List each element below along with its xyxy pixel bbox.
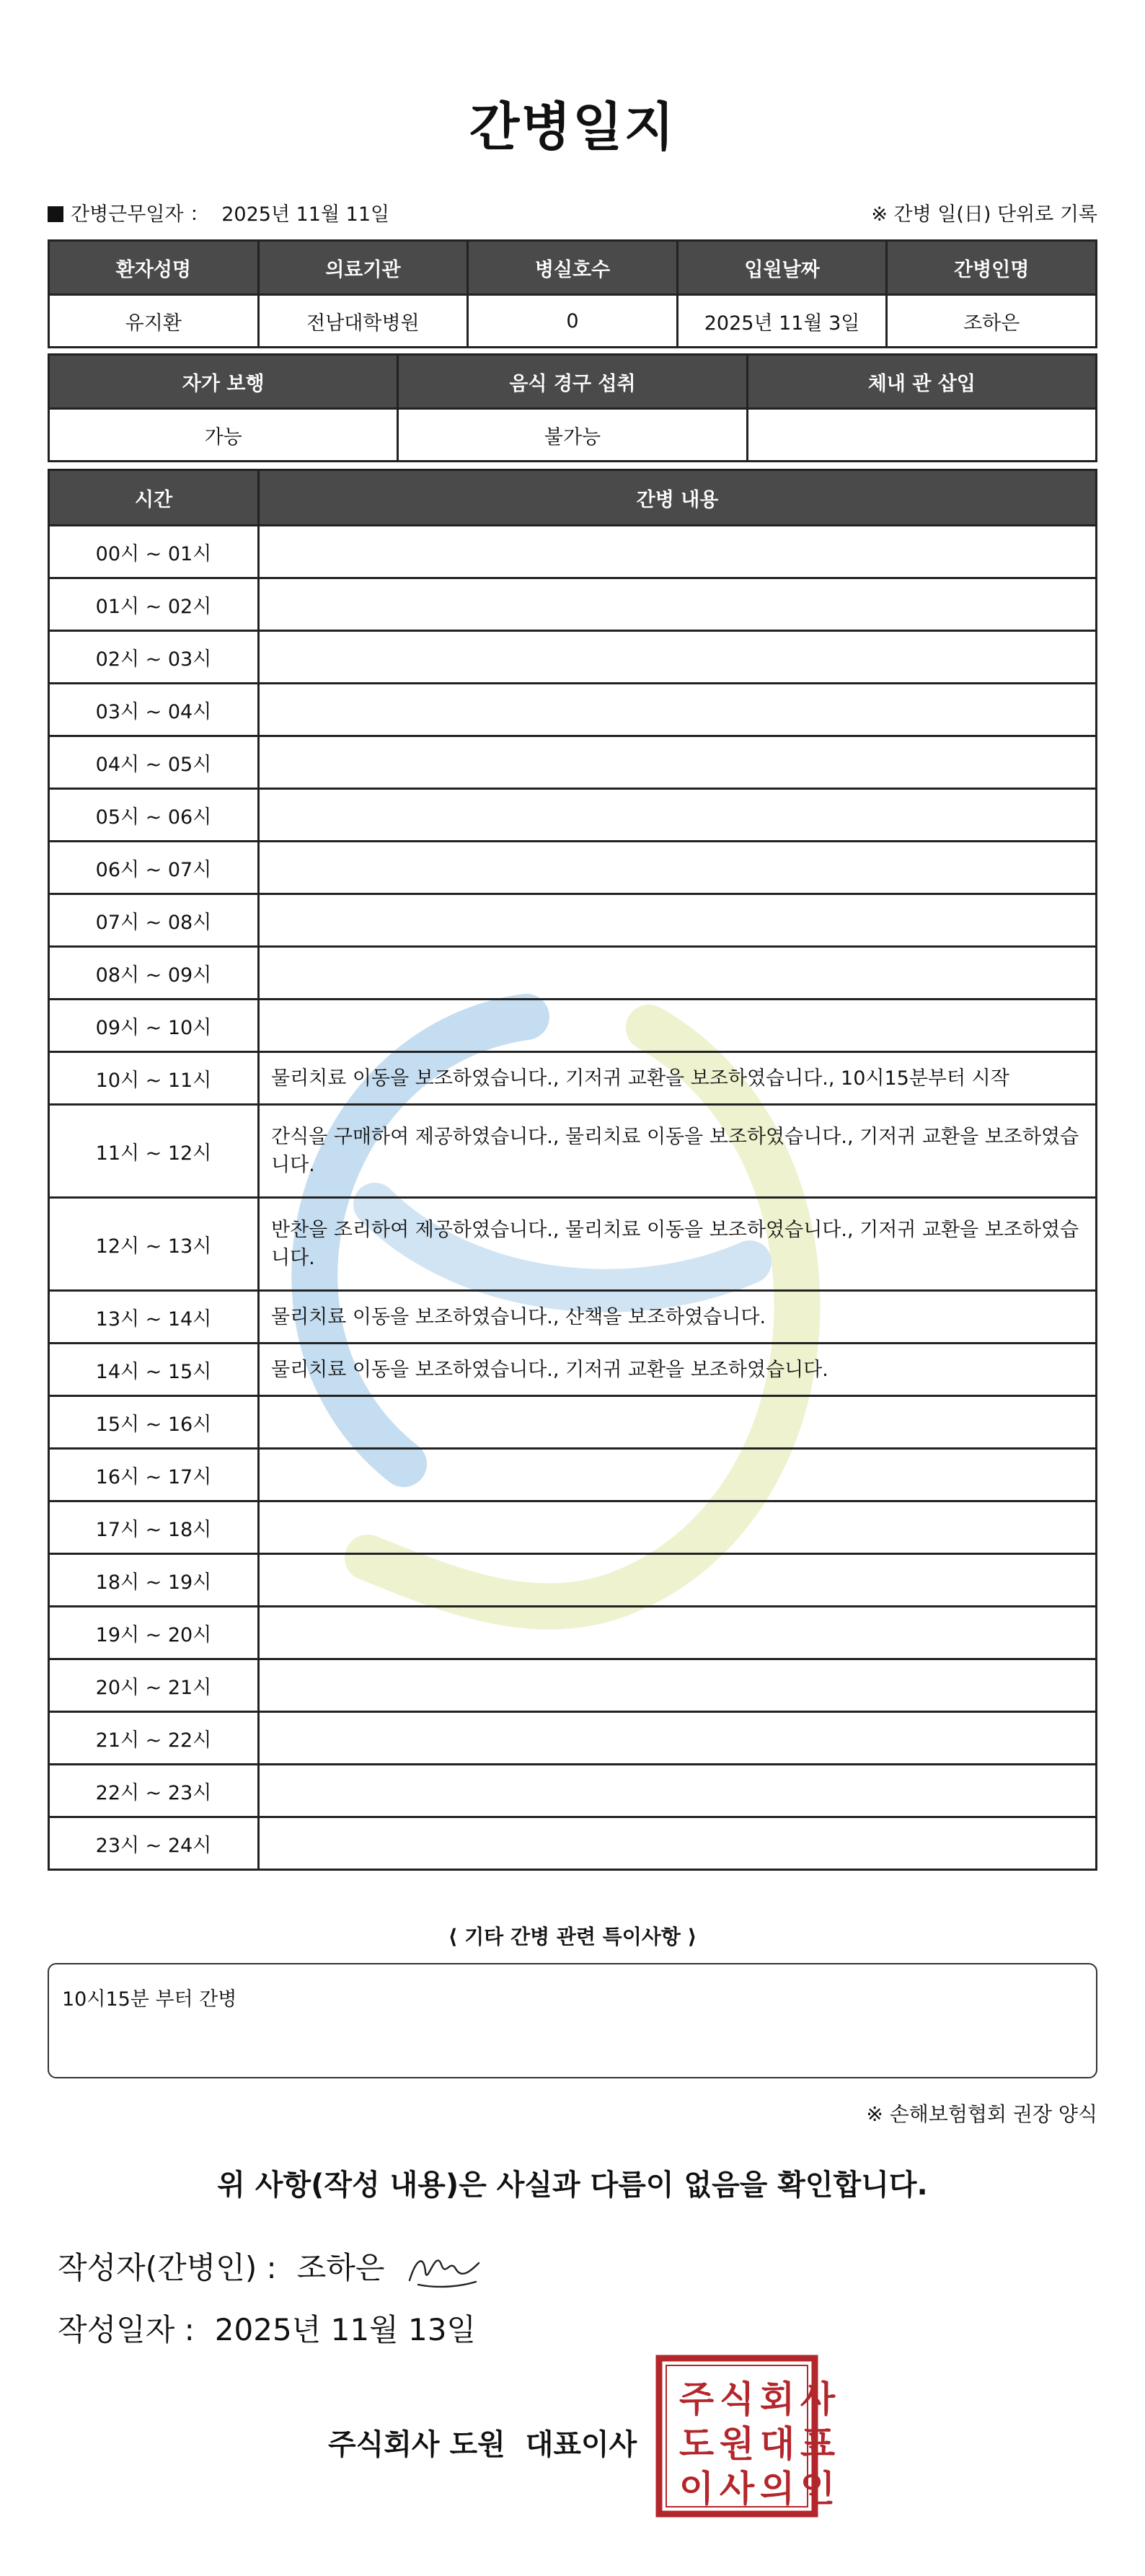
log-time: 22시 ~ 23시 bbox=[49, 1765, 259, 1817]
log-time: 00시 ~ 01시 bbox=[49, 526, 259, 578]
log-content bbox=[259, 1659, 1097, 1712]
log-time: 11시 ~ 12시 bbox=[49, 1105, 259, 1198]
header-tube-insertion: 체내 관 삽입 bbox=[747, 355, 1096, 409]
seal-character: 의 bbox=[759, 2467, 795, 2510]
log-row bbox=[49, 684, 1097, 736]
log-row bbox=[49, 631, 1097, 684]
log-row bbox=[49, 1765, 1097, 1817]
work-date bbox=[48, 198, 389, 226]
log-content bbox=[259, 1449, 1097, 1501]
patient-info-table bbox=[48, 239, 1097, 348]
log-content bbox=[259, 842, 1097, 894]
log-content bbox=[259, 1396, 1097, 1449]
log-content bbox=[259, 894, 1097, 947]
header-time: 시간 bbox=[49, 470, 259, 526]
header-hospital: 의료기관 bbox=[258, 241, 468, 295]
patient-status-table bbox=[48, 353, 1097, 462]
log-content bbox=[259, 578, 1097, 631]
log-content bbox=[259, 526, 1097, 578]
log-row bbox=[49, 1344, 1097, 1396]
log-row bbox=[49, 1105, 1097, 1198]
log-content: 반찬을 조리하여 제공하였습니다., 물리치료 이동을 보조하였습니다., 기저귀 교환을 보조하였습니다. bbox=[259, 1198, 1097, 1291]
company-seal bbox=[655, 2354, 836, 2518]
header-oral-intake: 음식 경구 섭취 bbox=[398, 355, 747, 409]
seal-character: 표 bbox=[800, 2422, 836, 2465]
writer-name: 조하은 bbox=[296, 2250, 385, 2285]
log-content: 물리치료 이동을 보조하였습니다., 기저귀 교환을 보조하였습니다., 10시15분부터 시작 bbox=[259, 1052, 1097, 1105]
log-row bbox=[49, 1396, 1097, 1449]
writing-date-value: 2025년 11월 13일 bbox=[214, 2312, 476, 2347]
log-time: 12시 ~ 13시 bbox=[49, 1198, 259, 1291]
log-row bbox=[49, 736, 1097, 789]
meta-row bbox=[48, 198, 1097, 227]
log-content bbox=[259, 1607, 1097, 1659]
seal-character: 회 bbox=[759, 2378, 795, 2420]
recommendation-note: ※ 손해보험협회 권장 양식 bbox=[866, 2102, 1097, 2126]
log-time: 13시 ~ 14시 bbox=[49, 1291, 259, 1344]
log-row bbox=[49, 578, 1097, 631]
log-content bbox=[259, 684, 1097, 736]
log-time: 15시 ~ 16시 bbox=[49, 1396, 259, 1449]
tube-insertion bbox=[747, 409, 1096, 462]
record-unit-note: ※ 간병 일(日) 단위로 기록 bbox=[871, 203, 1097, 226]
document-title: 간병일지 bbox=[469, 97, 676, 157]
log-row bbox=[49, 1554, 1097, 1607]
log-row bbox=[49, 1000, 1097, 1052]
log-content bbox=[259, 1712, 1097, 1765]
log-row bbox=[49, 1607, 1097, 1659]
header-room: 병실호수 bbox=[468, 241, 678, 295]
seal-character: 식 bbox=[719, 2378, 755, 2420]
log-time: 18시 ~ 19시 bbox=[49, 1554, 259, 1607]
log-content: 물리치료 이동을 보조하였습니다., 기저귀 교환을 보조하였습니다. bbox=[259, 1344, 1097, 1396]
self-walking: 가능 bbox=[49, 409, 398, 462]
log-content: 간식을 구매하여 제공하였습니다., 물리치료 이동을 보조하였습니다., 기저귀 교환을 보조하였습니다. bbox=[259, 1105, 1097, 1198]
admission-date: 2025년 11월 3일 bbox=[677, 295, 887, 348]
seal-character: 주 bbox=[678, 2378, 715, 2420]
room-number: 0 bbox=[468, 295, 678, 348]
company-name: 주식회사 도원 bbox=[328, 2428, 505, 2461]
log-time: 07시 ~ 08시 bbox=[49, 894, 259, 947]
log-time: 10시 ~ 11시 bbox=[49, 1052, 259, 1105]
log-time: 06시 ~ 07시 bbox=[49, 842, 259, 894]
patient-name: 유지환 bbox=[49, 295, 259, 348]
log-time: 08시 ~ 09시 bbox=[49, 947, 259, 1000]
log-row bbox=[49, 789, 1097, 842]
log-row bbox=[49, 894, 1097, 947]
log-time: 21시 ~ 22시 bbox=[49, 1712, 259, 1765]
log-content bbox=[259, 736, 1097, 789]
log-time: 02시 ~ 03시 bbox=[49, 631, 259, 684]
seal-character: 인 bbox=[800, 2467, 836, 2510]
log-row bbox=[49, 842, 1097, 894]
seal-character: 도 bbox=[678, 2422, 715, 2465]
writing-date-line bbox=[58, 2306, 476, 2350]
log-time: 09시 ~ 10시 bbox=[49, 1000, 259, 1052]
notes-title: ⟨ 기타 간병 관련 특이사항 ⟩ bbox=[448, 1925, 697, 1949]
log-content bbox=[259, 631, 1097, 684]
log-content bbox=[259, 1501, 1097, 1554]
hospital: 전남대학병원 bbox=[258, 295, 468, 348]
log-content bbox=[259, 947, 1097, 1000]
log-row bbox=[49, 1449, 1097, 1501]
notes-box: 10시15분 부터 간병 bbox=[48, 1963, 1097, 2078]
log-time: 05시 ~ 06시 bbox=[49, 789, 259, 842]
log-row bbox=[49, 947, 1097, 1000]
header-self-walking: 자가 보행 bbox=[49, 355, 398, 409]
seal-character: 원 bbox=[719, 2422, 755, 2465]
oral-intake: 불가능 bbox=[398, 409, 747, 462]
header-care-content: 간병 내용 bbox=[259, 470, 1097, 526]
log-row bbox=[49, 526, 1097, 578]
seal-character: 사 bbox=[719, 2467, 755, 2510]
seal-character: 이 bbox=[678, 2467, 715, 2510]
ceo-title: 대표이사 bbox=[525, 2428, 637, 2461]
log-content bbox=[259, 1000, 1097, 1052]
log-time: 17시 ~ 18시 bbox=[49, 1501, 259, 1554]
log-content bbox=[259, 1554, 1097, 1607]
header-caregiver: 간병인명 bbox=[887, 241, 1097, 295]
log-row bbox=[49, 1712, 1097, 1765]
signature-mark bbox=[404, 2243, 483, 2293]
log-content: 물리치료 이동을 보조하였습니다., 산책을 보조하였습니다. bbox=[259, 1291, 1097, 1344]
log-content bbox=[259, 1817, 1097, 1870]
log-time: 20시 ~ 21시 bbox=[49, 1659, 259, 1712]
work-date-value: 2025년 11월 11일 bbox=[221, 203, 390, 226]
bullet-square-icon bbox=[48, 206, 63, 222]
log-time: 03시 ~ 04시 bbox=[49, 684, 259, 736]
care-log-table bbox=[48, 469, 1097, 1871]
caregiver-name: 조하은 bbox=[887, 295, 1097, 348]
header-admission-date: 입원날짜 bbox=[677, 241, 887, 295]
writing-date-label: 작성일자 : bbox=[58, 2312, 195, 2347]
log-content bbox=[259, 789, 1097, 842]
log-row bbox=[49, 1817, 1097, 1870]
log-time: 04시 ~ 05시 bbox=[49, 736, 259, 789]
writer-label: 작성자(간병인) : bbox=[58, 2250, 277, 2285]
log-row bbox=[49, 1659, 1097, 1712]
log-row bbox=[49, 1198, 1097, 1291]
log-row bbox=[49, 1501, 1097, 1554]
log-time: 14시 ~ 15시 bbox=[49, 1344, 259, 1396]
seal-character: 대 bbox=[759, 2422, 795, 2465]
log-time: 23시 ~ 24시 bbox=[49, 1817, 259, 1870]
log-time: 16시 ~ 17시 bbox=[49, 1449, 259, 1501]
seal-character: 사 bbox=[800, 2378, 836, 2420]
work-date-label: 간병근무일자 ： bbox=[71, 203, 210, 226]
log-time: 19시 ~ 20시 bbox=[49, 1607, 259, 1659]
company-signoff bbox=[328, 2422, 637, 2463]
log-row bbox=[49, 1291, 1097, 1344]
header-patient-name: 환자성명 bbox=[49, 241, 259, 295]
log-content bbox=[259, 1765, 1097, 1817]
writer-line bbox=[58, 2244, 384, 2288]
log-row bbox=[49, 1052, 1097, 1105]
confirmation-statement: 위 사항(작성 내용)은 사실과 다름이 없음을 확인합니다. bbox=[217, 2169, 928, 2202]
log-time: 01시 ~ 02시 bbox=[49, 578, 259, 631]
